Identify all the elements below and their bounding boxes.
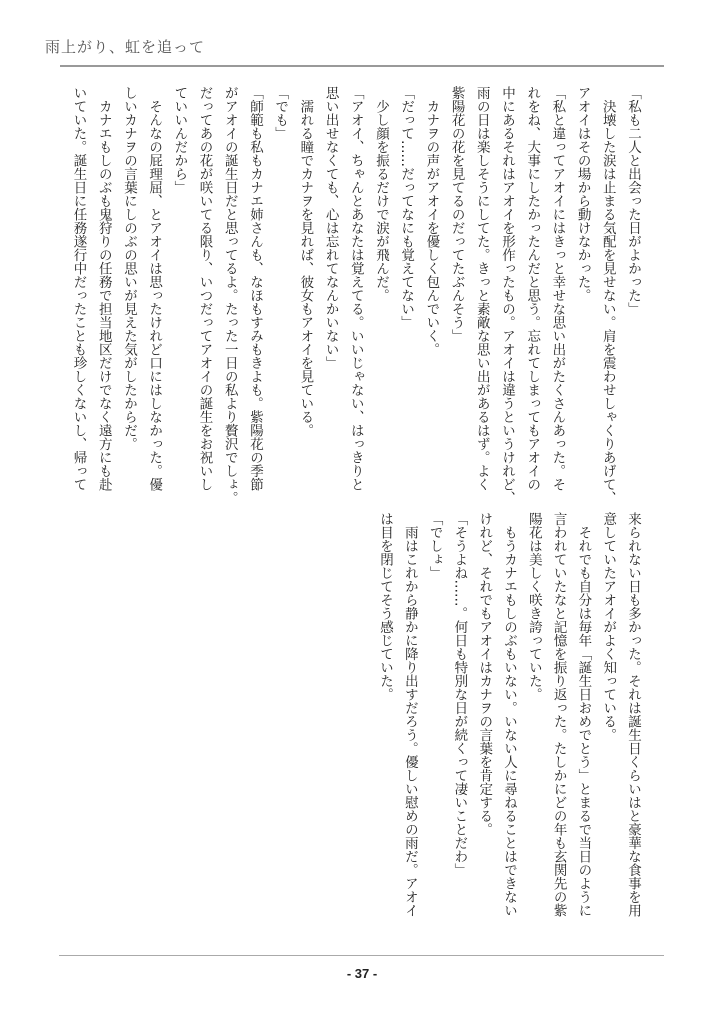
text-line: カナヲの声がアオイを優しく包んでいく。 [423,86,440,356]
text-line: いていた。誕生日に任務遂行中だったことも珍しくないし、帰って [70,86,87,491]
text-line: 「だって……だってなにも覚えてない」 [398,86,415,329]
text-line: 来られない日も多かった。それは誕生日くらいはと豪華な食事を用 [625,512,641,917]
text-line: 「そうよね……。何日も特別な日が続くって凄いことだわ」 [451,512,468,877]
text-line: 言われていたなと記憶を振り返った。たしかにどの年も玄関先の紫 [550,512,567,917]
text-line: そんなの屁理屈、とアオイは思ったけれど口にはしなかった。優 [146,86,163,491]
text-line: がアオイの誕生日だと思ってるよ。たった一日の私より贅沢でしょ。 [221,86,238,505]
text-line: 中にあるそれはアオイを形作ったもの。アオイは違うというけれど、 [498,86,515,505]
text-line: 思い出せなくても、心は忘れてなんかいない」 [322,86,339,370]
text-line: だってあの花が咲いてる限り、いつだってアオイの誕生をお祝いし [196,86,213,491]
text-line: れをね、大事にしたかったんだと思う。忘れてしまってもアオイの [524,86,541,491]
text-line: しいカナヲの言葉にしのぶの思いが見えた気がしたからだ。 [120,86,137,451]
text-line: 「師範も私もカナエ姉さんも、なほもすみもきよも。紫陽花の季節 [246,86,263,491]
text-line: けれど、それでもアオイはカナヲの言葉を肯定する。 [476,512,493,836]
text-line: 「でも」 [272,86,289,140]
text-line: 少し顔を振るだけで涙が飛んだ。 [372,86,389,302]
text-line: もうカナエもしのぶもいない。いない人に尋ねることはできない [501,512,518,917]
page-number: - 37 - [346,966,378,981]
footer-rule [59,955,664,956]
text-line: 「アオイ、ちゃんとあなたは覚えてる。いいじゃない、はっきりと [347,86,364,491]
text-line: 「私も二人と出会った日がよかった」 [625,86,641,316]
body-text-upper [65,86,645,505]
text-line: ていいんだから」 [171,86,188,194]
body-text-lower [372,512,645,917]
text-line: 「私と違ってアオイにはきっと幸せな思い出がたくさんあった。そ [549,86,566,491]
text-line: 「でしょ」 [426,512,443,580]
header-rule [60,65,664,67]
running-title: 雨上がり、虹を追って [45,38,206,56]
text-line: 決壊した涙は止まる気配を見せない。肩を震わせしゃくりあげて、 [599,86,616,505]
text-line: 雨の日は楽しそうにしてた。きっと素敵な思い出があるはず。よく [473,86,490,491]
text-line: カナエもしのぶも鬼狩りの任務で担当地区だけでなく遠方にも赴 [95,86,112,491]
text-line: 濡れる瞳でカナヲを見れば、彼女もアオイを見ている。 [297,86,314,437]
text-line: 陽花は美しく咲き誇っていた。 [525,512,542,701]
text-line: アオイはその場から動けなかった。 [574,86,591,302]
text-line: は目を閉じてそう感じていた。 [377,512,394,701]
text-line: 意していたアオイがよく知っている。 [600,512,617,742]
text-line: それでも自分は毎年「誕生日おめでとう」とまるで当日のように [575,512,592,917]
text-line: 雨はこれから静かに降り出すだろう。優しい慰めの雨だ。アオイ [401,512,418,917]
text-line: 紫陽花の花を見てるのだってたぶんそう」 [448,86,465,343]
